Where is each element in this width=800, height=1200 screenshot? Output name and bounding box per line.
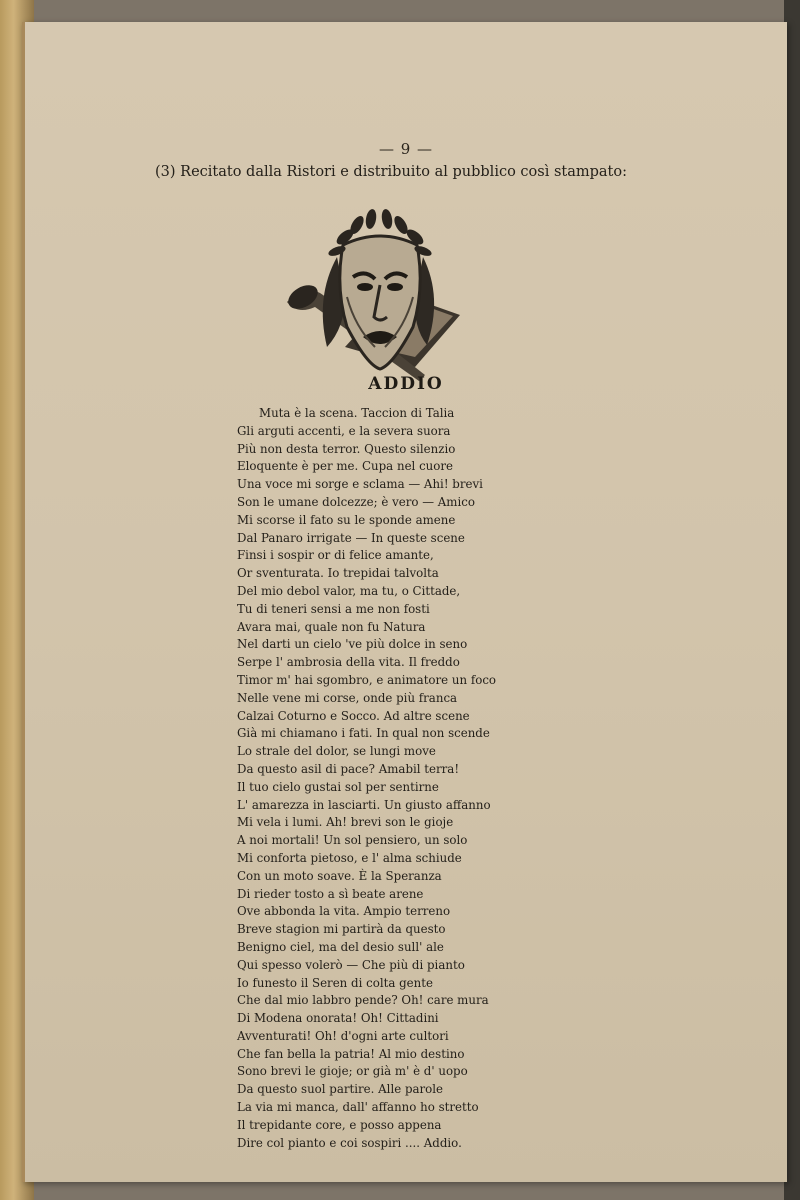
poem-line: Da questo suol partire. Alle parole <box>237 1082 444 1097</box>
poem-line: Gli arguti accenti, e la severa suora <box>237 423 451 438</box>
poem-line: Con un moto soave. È la Speranza <box>237 868 442 883</box>
poem-line: Da questo asil di pace? Amabil terra! <box>237 761 460 776</box>
poem-line: La via mi manca, dall' affanno ho stretto <box>237 1100 479 1115</box>
poem-line: Più non desta terror. Questo silenzio <box>237 441 456 456</box>
poem-line: Breve stagion mi partirà da questo <box>237 922 446 937</box>
poem-line: Dire col pianto e coi sospiri .... Addio. <box>237 1135 462 1150</box>
poem-line: Di Modena onorata! Oh! Cittadini <box>237 1011 439 1026</box>
poem-line: Or sventurata. Io trepidai talvolta <box>237 566 439 581</box>
poem-line: Io funesto il Seren di colta gente <box>237 975 433 990</box>
poem-line: L' amarezza in lasciarti. Un giusto affanno <box>237 797 491 812</box>
poem-line: Mi conforta pietoso, e l' alma schiude <box>237 850 462 865</box>
page-number: — 9 — <box>378 140 434 158</box>
footnote: (3) Recitato dalla Ristori e distribuito al pubblico così stampato: <box>155 164 627 180</box>
poem-line: Serpe l' ambrosia della vita. Il freddo <box>237 655 460 670</box>
poem-line: Dal Panaro irrigate — In queste scene <box>237 530 465 545</box>
poem-line: Già mi chiamano i fati. In qual non scende <box>237 726 490 741</box>
poem-line: Del mio debol valor, ma tu, o Cittade, <box>237 583 461 598</box>
poem-line: Mi scorse il fato su le sponde amene <box>237 512 456 527</box>
book-page <box>22 22 787 1182</box>
poem-line: Il tuo cielo gustai sol per sentirne <box>237 779 439 794</box>
poem-title: ADDIO <box>368 374 444 394</box>
poem-line: Calzai Coturno e Socco. Ad altre scene <box>237 708 470 723</box>
poem-line: Di rieder tosto a sì beate arene <box>237 886 424 901</box>
poem-line: Lo strale del dolor, se lungi move <box>237 744 436 759</box>
poem-line: A noi mortali! Un sol pensiero, un solo <box>237 833 468 848</box>
poem-line: Benigno ciel, ma del desio sull' ale <box>237 939 444 954</box>
poem-line: Nelle vene mi corse, onde più franca <box>237 690 458 705</box>
tragic-mask-laurel-icon <box>275 197 465 387</box>
poem-line: Avventurati! Oh! d'ogni arte cultori <box>237 1028 449 1043</box>
poem-line: Una voce mi sorge e sclama — Ahi! brevi <box>237 477 483 492</box>
poem-line: Ove abbonda la vita. Ampio terreno <box>237 904 451 919</box>
poem-line: Che fan bella la patria! Al mio destino <box>237 1046 465 1061</box>
poem-line: Son le umane dolcezze; è vero — Amico <box>237 494 475 509</box>
poem-line: Avara mai, quale non fu Natura <box>237 619 426 634</box>
poem-line: Timor m' hai sgombro, e animatore un foco <box>237 672 497 687</box>
poem-line: Sono brevi le gioje; or già m' è d' uopo <box>237 1064 468 1079</box>
poem-line: Tu di teneri sensi a me non fosti <box>237 601 430 616</box>
poem-line: Che dal mio labbro pende? Oh! care mura <box>237 993 489 1008</box>
poem-line: Nel darti un cielo 've più dolce in seno <box>237 637 468 652</box>
poem-line: Finsi i sospir or di felice amante, <box>237 548 434 563</box>
poem-line: Qui spesso volerò — Che più di pianto <box>237 957 465 972</box>
poem-body <box>237 405 496 1152</box>
poem-line: Mi vela i lumi. Ah! brevi son le gioje <box>237 815 454 830</box>
poem-line: Il trepidante core, e posso appena <box>237 1117 442 1132</box>
poem-line: Eloquente è per me. Cupa nel cuore <box>237 459 453 474</box>
poem-line: Muta è la scena. Taccion di Talia <box>259 406 455 420</box>
